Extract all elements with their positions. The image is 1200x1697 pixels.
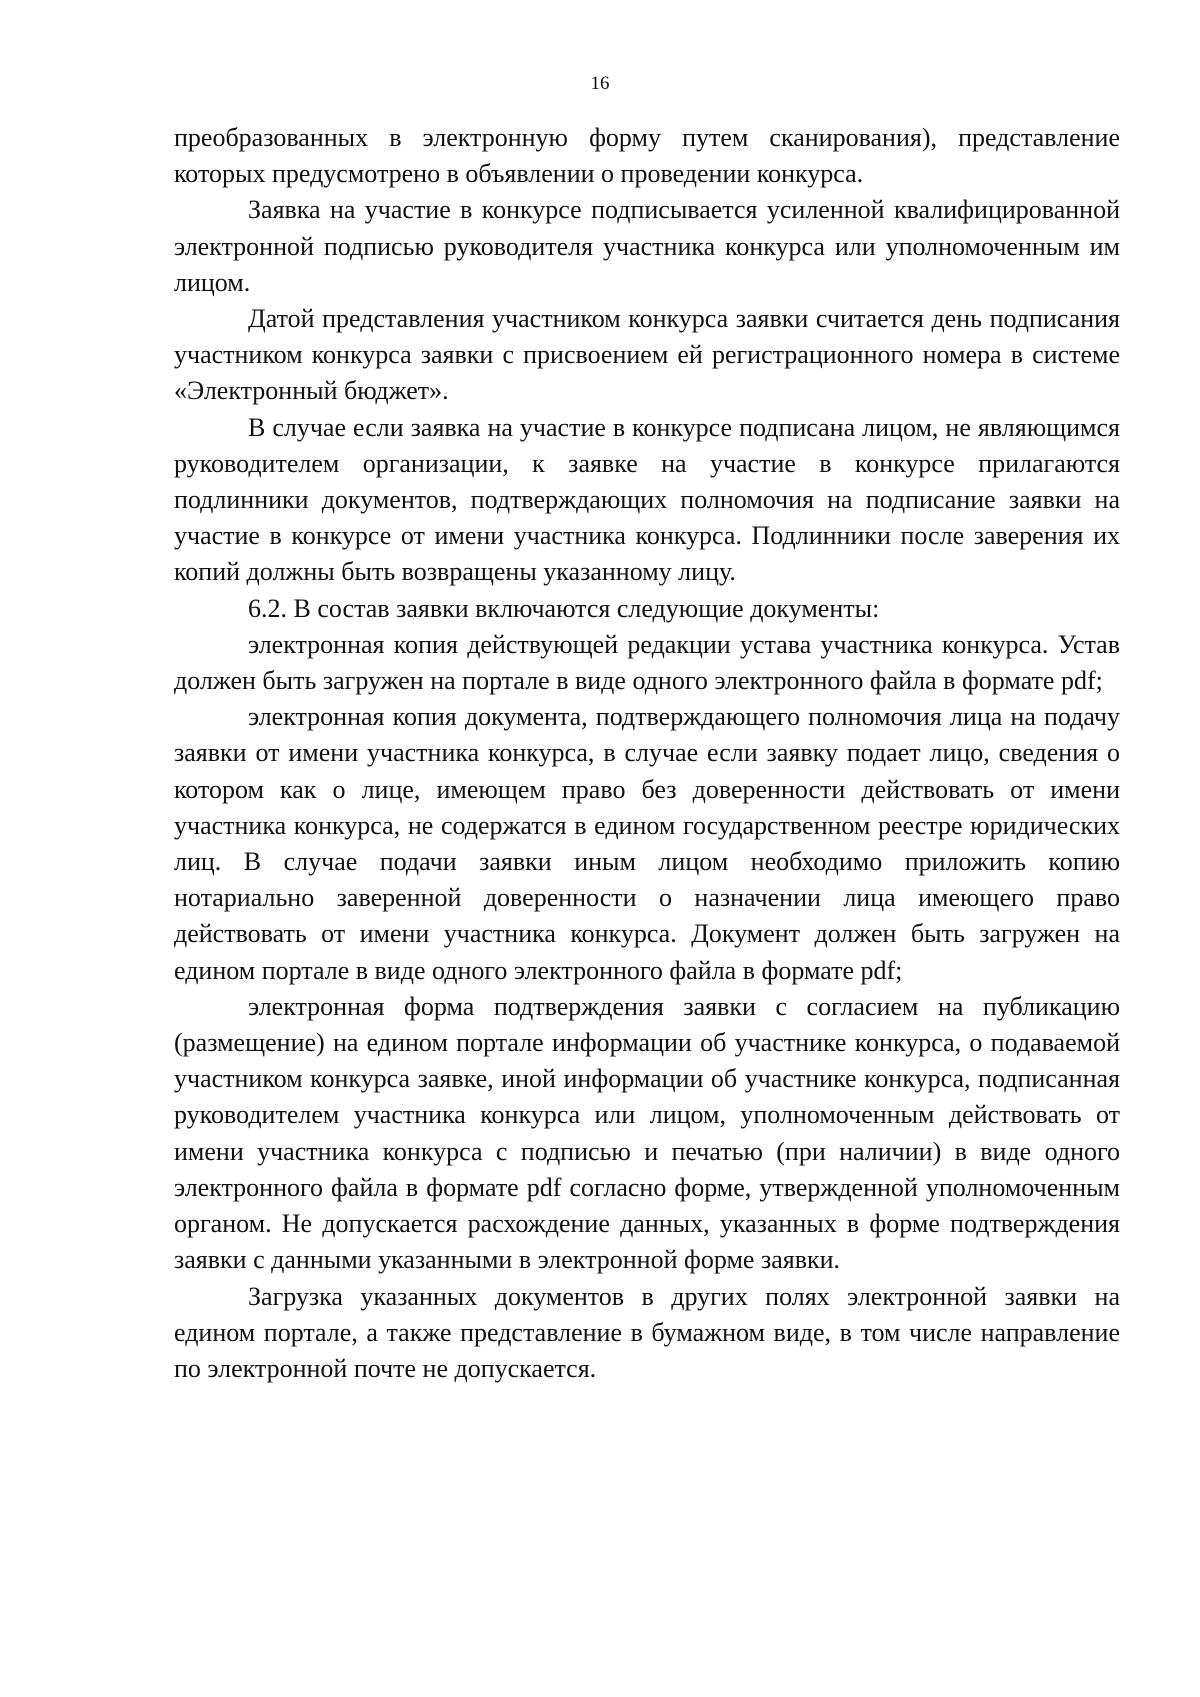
- paragraph: Загрузка указанных документов в других полях электронной заявки на едином портале, а также представление в бумажном виде, в том числе направление по электронной почте не допускается.: [174, 1281, 1120, 1383]
- paragraph: преобразованных в электронную форму путем сканирования), представление которых предусмотрено в объявлении о проведении конкурса.: [174, 123, 1120, 189]
- paragraph: В случае если заявка на участие в конкурсе подписана лицом, не являющимся руководителем организации, к заявке на участие в конкурсе прилагаются подлинники документов, подтверждающих полномочия на подписание заявки на участие в конкурсе от имени участника конкурса. Подлинники после заверения их копий должны быть возвращены указанному лицу.: [174, 412, 1120, 587]
- paragraph: Датой представления участником конкурса заявки считается день подписания участником конкурса заявки с присвоением ей регистрационного номера в системе «Электронный бюджет».: [174, 304, 1120, 406]
- document-body: [174, 120, 1120, 1387]
- page-number: 16: [590, 73, 610, 94]
- paragraph: электронная копия действующей редакции устава участника конкурса. Устав должен быть загружен на портале в виде одного электронного файла в формате pdf;: [174, 629, 1120, 696]
- paragraph: электронная копия документа, подтверждающего полномочия лица на подачу заявки от имени участника конкурса, в случае если заявку подает лицо, сведения о котором как о лице, имеющем право без доверенности действовать от имени участника конкурса, не содержатся в едином государственном реестре юридических лиц. В случае подачи заявки иным лицом необходимо приложить копию нотариально заверенной доверенности о назначении лица имеющего право действовать от имени участника конкурса. Документ должен быть загружен на едином портале в виде одного электронного файла в формате pdf;: [174, 702, 1120, 985]
- paragraph: 6.2. В состав заявки включаются следующие документы:: [248, 593, 880, 623]
- paragraph: Заявка на участие в конкурсе подписывается усиленной квалифицированной электронной подписью руководителя участника конкурса или уполномоченным им лицом.: [174, 195, 1120, 297]
- paragraph: электронная форма подтверждения заявки с согласием на публикацию (размещение) на едином портале информации об участнике конкурса, о подаваемой участником конкурса заявке, иной информации об участнике конкурса, подписанная руководителем участника конкурса или лицом, уполномоченным действовать от имени участника конкурса с подписью и печатью (при наличии) в виде одного электронного файла в формате pdf согласно форме, утвержденной уполномоченным органом. Не допускается расхождение данных, указанных в форме подтверждения заявки с данными указанными в электронной форме заявки.: [174, 991, 1120, 1275]
